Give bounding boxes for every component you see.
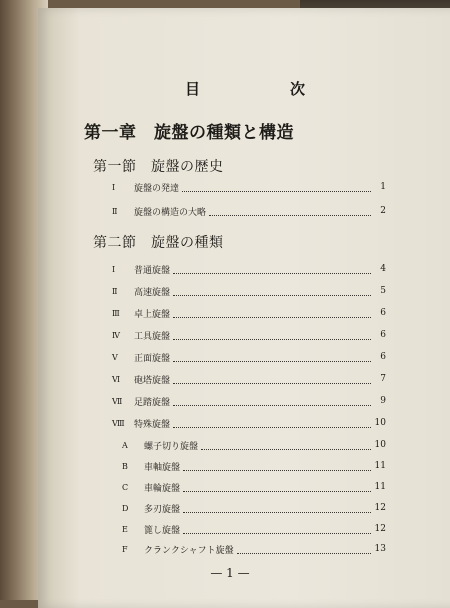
entry-page: 13 <box>374 544 386 554</box>
leader-dots <box>173 419 371 428</box>
chapter-title: 第一章 旋盤の種類と構造 <box>84 123 294 143</box>
entry-number: B <box>122 461 128 471</box>
entry-label: 螺子切り旋盤 <box>144 441 199 452</box>
entry-label: 高速旋盤 <box>134 287 171 298</box>
toc-entry <box>112 394 386 408</box>
entry-number: Ⅶ <box>112 396 123 406</box>
toc-entry <box>112 262 386 276</box>
entry-label: 普通旋盤 <box>134 265 171 276</box>
toc-entry <box>122 438 386 452</box>
entry-page: 7 <box>380 374 386 384</box>
leader-dots <box>209 207 371 216</box>
entry-label: 卓上旋盤 <box>134 309 171 320</box>
entry-number: Ⅷ <box>112 418 125 428</box>
entry-page: 1 <box>380 182 386 192</box>
entry-number: A <box>122 440 128 450</box>
entry-page: 10 <box>374 418 386 428</box>
leader-dots <box>183 525 371 534</box>
entry-number: Ⅱ <box>112 286 118 296</box>
leader-dots <box>237 545 371 554</box>
leader-dots <box>173 265 371 274</box>
entry-number: Ⅰ <box>112 182 116 192</box>
entry-number: Ⅳ <box>112 330 120 340</box>
entry-label: 旋盤の構造の大略 <box>134 207 207 218</box>
leader-dots <box>173 309 371 318</box>
entry-label: クランクシャフト旋盤 <box>144 545 234 556</box>
entry-number: Ⅰ <box>112 264 116 274</box>
entry-page: 12 <box>374 524 386 534</box>
entry-page: 11 <box>374 482 386 492</box>
page-number: — 1 — <box>210 566 250 580</box>
entry-page: 12 <box>374 503 386 513</box>
entry-page: 9 <box>380 396 386 406</box>
toc-entry <box>112 180 386 194</box>
toc-entry <box>122 522 386 536</box>
entry-page: 6 <box>380 330 386 340</box>
entry-number: Ⅱ <box>112 206 118 216</box>
entry-label: 正面旋盤 <box>134 353 171 364</box>
entry-label: 車軸旋盤 <box>144 462 181 473</box>
section-title-2: 第二節 旋盤の種類 <box>93 235 224 251</box>
entry-number: Ⅵ <box>112 374 121 384</box>
leader-dots <box>173 375 371 384</box>
toc-entry <box>122 459 386 473</box>
entry-number: Ⅴ <box>112 352 118 362</box>
entry-page: 11 <box>374 461 386 471</box>
leader-dots <box>183 462 371 471</box>
leader-dots <box>173 397 371 406</box>
toc-title-char-2: 次 <box>289 80 305 98</box>
toc-entry <box>112 328 386 342</box>
entry-label: 多刃旋盤 <box>144 504 181 515</box>
entry-label: 旋盤の発達 <box>134 183 180 194</box>
toc-entry <box>112 416 386 430</box>
entry-page: 6 <box>380 308 386 318</box>
entry-page: 5 <box>380 286 386 296</box>
entry-number: F <box>122 544 128 554</box>
entry-label: 篦し旋盤 <box>144 525 181 536</box>
toc-title-char-1: 目 <box>185 80 201 98</box>
entry-label: 足踏旋盤 <box>134 397 171 408</box>
entry-number: Ⅲ <box>112 308 120 318</box>
entry-page: 10 <box>374 440 386 450</box>
entry-number: D <box>122 503 129 513</box>
toc-entry <box>112 306 386 320</box>
section-title-1: 第一節 旋盤の歴史 <box>93 159 224 175</box>
leader-dots <box>173 287 371 296</box>
leader-dots <box>201 441 371 450</box>
toc-title <box>185 78 305 99</box>
leader-dots <box>173 353 371 362</box>
entry-page: 6 <box>380 352 386 362</box>
toc-entry <box>112 372 386 386</box>
toc-entry <box>112 204 386 218</box>
entry-number: E <box>122 524 128 534</box>
entry-label: 砲塔旋盤 <box>134 375 171 386</box>
entry-page: 4 <box>380 264 386 274</box>
entry-label: 工具旋盤 <box>134 331 171 342</box>
toc-entry <box>112 284 386 298</box>
toc-entry <box>122 542 386 556</box>
entry-number: C <box>122 482 129 492</box>
leader-dots <box>182 183 371 192</box>
toc-entry <box>112 350 386 364</box>
leader-dots <box>183 483 371 492</box>
entry-label: 特殊旋盤 <box>134 419 171 430</box>
leader-dots <box>173 331 371 340</box>
toc-entry <box>122 501 386 515</box>
toc-entry <box>122 480 386 494</box>
entry-page: 2 <box>380 206 386 216</box>
leader-dots <box>183 504 371 513</box>
entry-label: 車輪旋盤 <box>144 483 181 494</box>
